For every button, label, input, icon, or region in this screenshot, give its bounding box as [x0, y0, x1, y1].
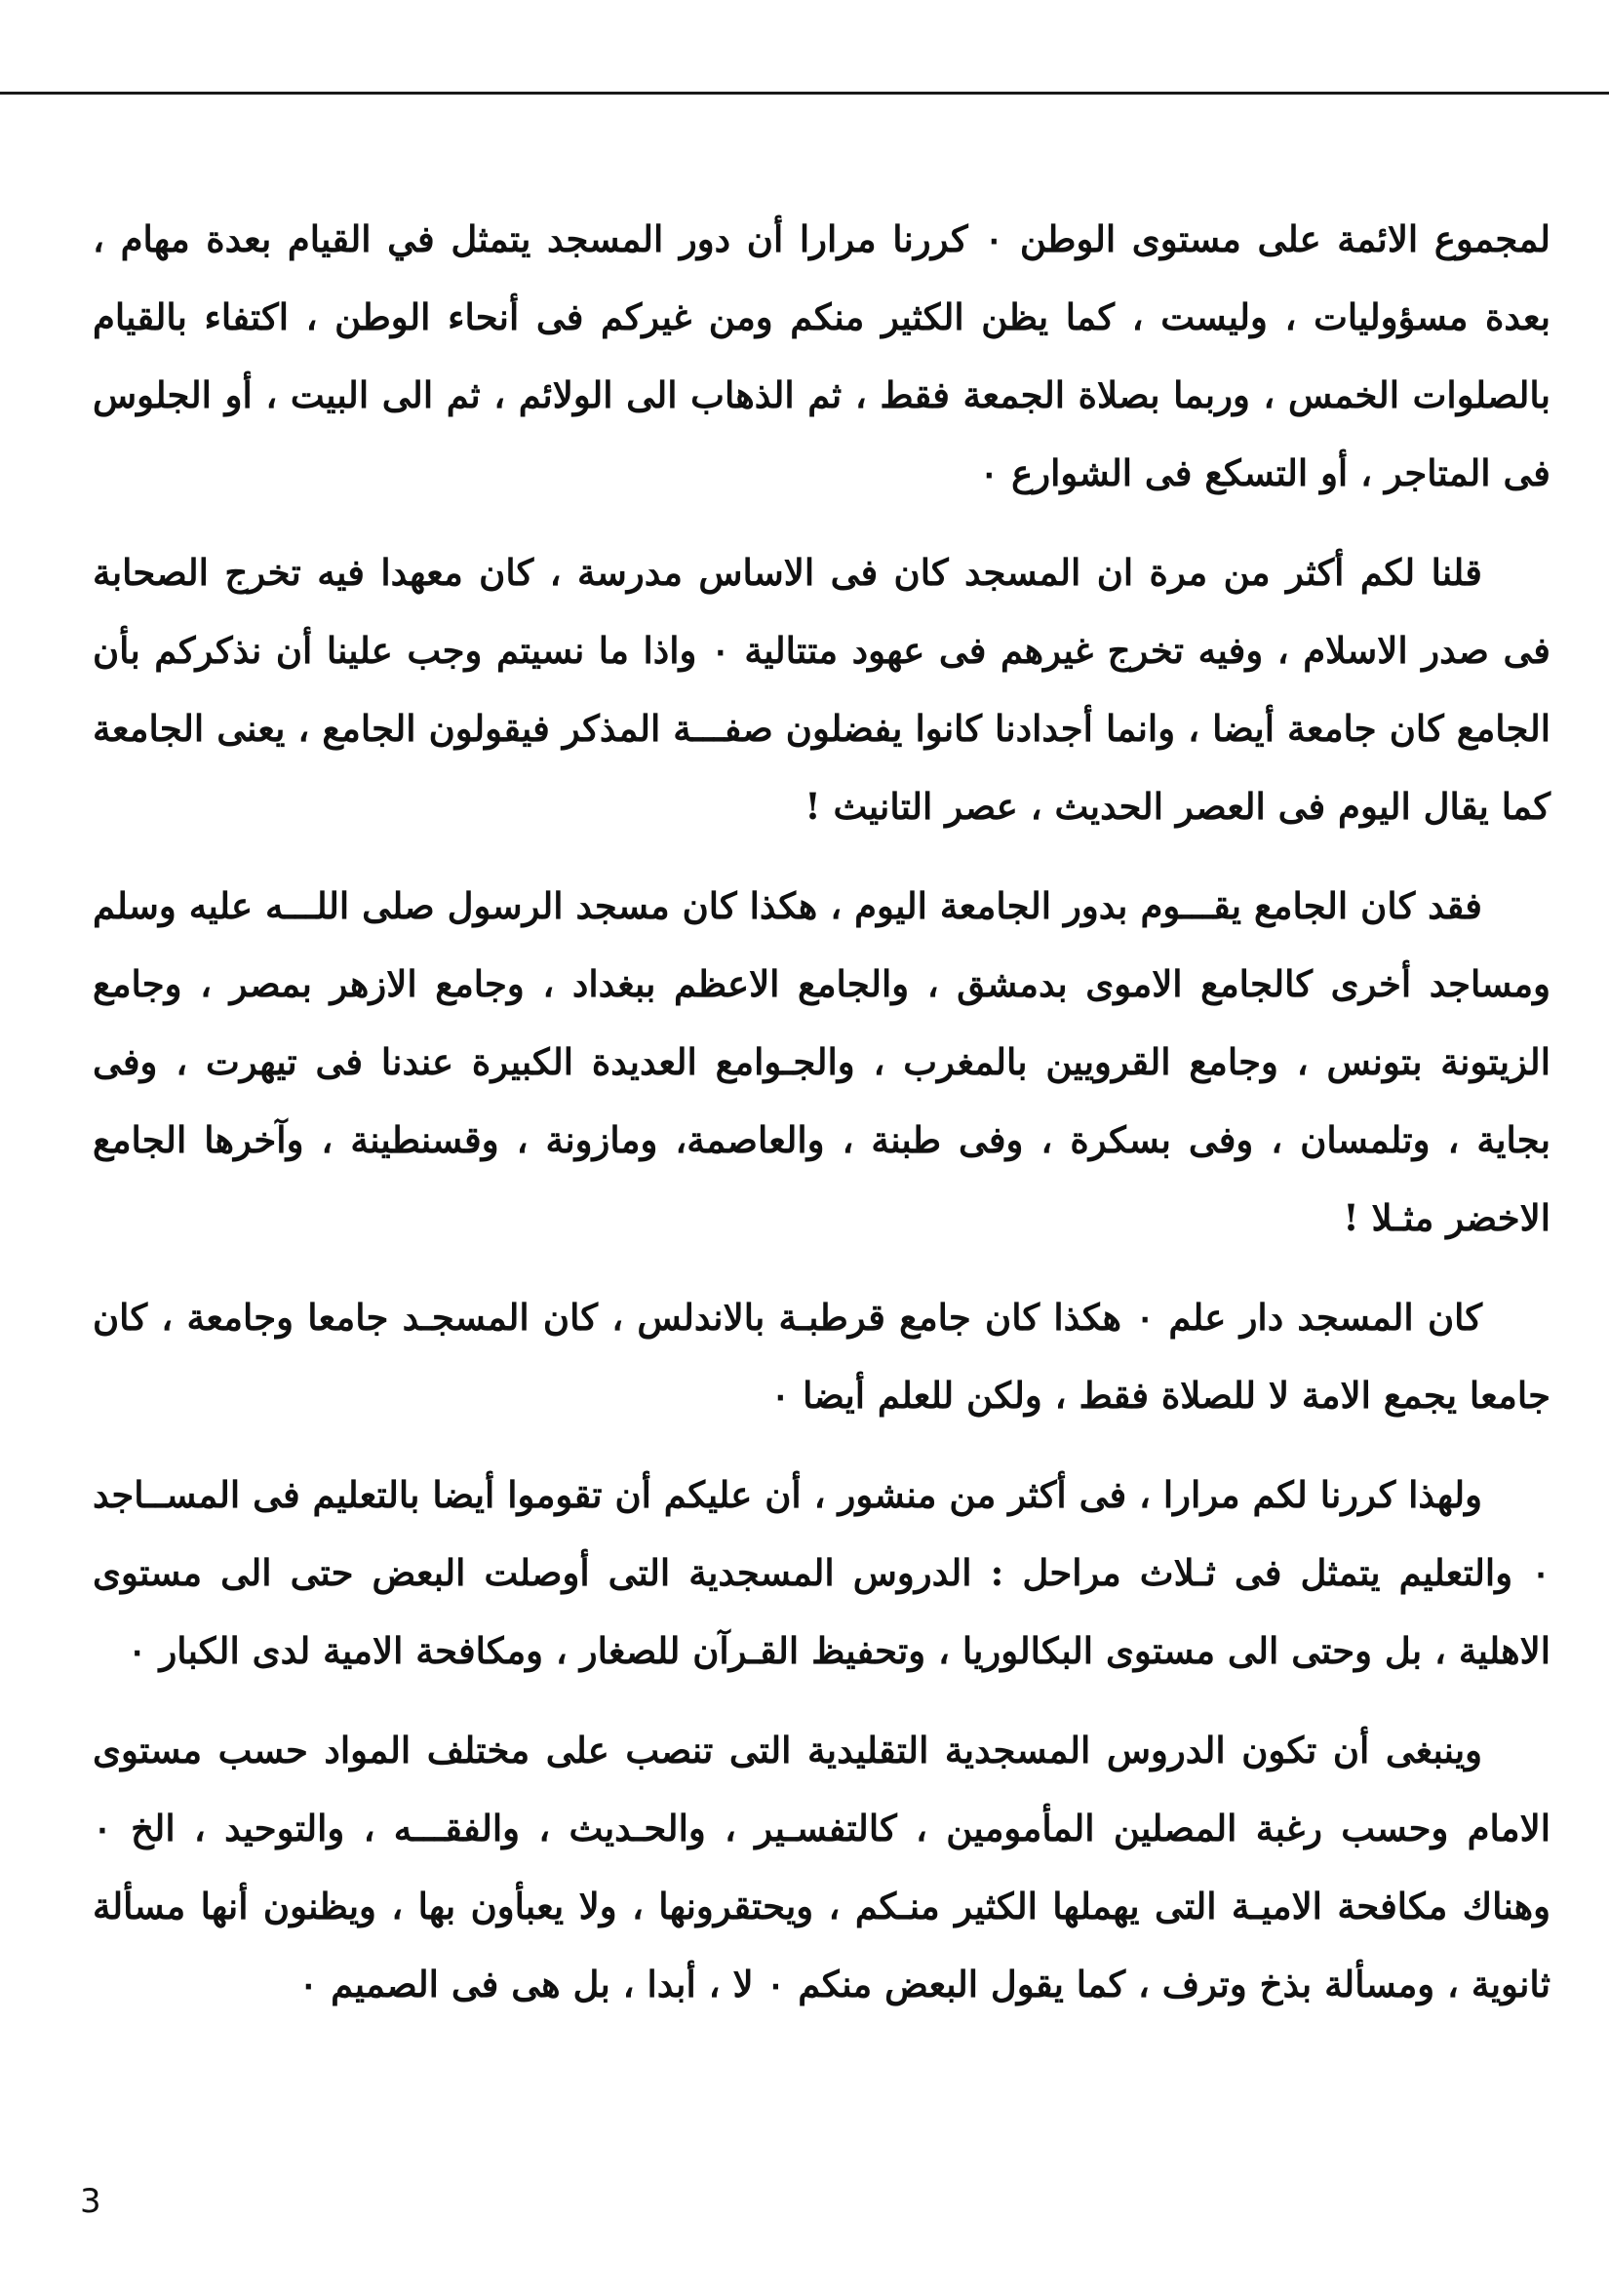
body-text [93, 200, 1550, 2044]
top-rule [0, 92, 1609, 95]
paragraph-5: ولهذا كررنا لكم مرارا ، فى أكثر من منشور ، أن عليكم أن تقوموا أيضا بالتعليم فى المســاجد ٠ والتعليم يتمثل فى ثـلاث مراحل : الدروس المسجدية التى أوصلت البعض حتى الى مستوى الاهلية ، بل وحتى الى مستوى البكالوريا ، وتحفيظ القـرآن للصغار ، ومكافحة الامية لدى الكبار ٠ [93, 1473, 1550, 1672]
paragraph-2: قلنا لكم أكثر من مرة ان المسجد كان فى الاساس مدرسة ، كان معهدا فيه تخرج الصحابة فى صدر الاسلام ، وفيه تخرج غيرهم فى عهود متتالية ٠ واذا ما نسيتم وجب علينا أن نذكركم بأن الجامع كان جامعة أيضا ، وانما أجدادنا كانوا يفضلون صفـــة المذكر فيقولون الجامع ، يعنى الجامعة كما يقال اليوم فى العصر الحديث ، عصر التانيث ! [93, 551, 1550, 828]
paragraph-4: كان المسجد دار علم ٠ هكذا كان جامع قرطبـة بالاندلس ، كان المسجـد جامعا وجامعة ، كان جامعا يجمع الامة لا للصلاة فقط ، ولكن للعلم أيضا ٠ [93, 1296, 1550, 1417]
paragraph-1: لمجموع الائمة على مستوى الوطن ٠ كررنا مرارا أن دور المسجد يتمثل في القيام بعدة مهام ، بعدة مسؤوليات ، وليست ، كما يظن الكثير منكم ومن غيركم فى أنحاء الوطن ، اكتفاء بالقيام بالصلوات الخمس ، وربما بصلاة الجمعة فقط ، ثم الذهاب الى الولائم ، ثم الى البيت ، أو الجلوس فى المتاجر ، أو التسكع فى الشوارع ٠ [93, 217, 1550, 494]
paragraph-6: وينبغى أن تكون الدروس المسجدية التقليدية التى تنصب على مختلف المواد حسب مستوى الامام وحسب رغبة المصلين المأمومين ، كالتفسـير ، والحـديث ، والفقـــه ، والتوحيد ، الخ ٠ وهناك مكافحة الاميـة التى يهملها الكثير منـكم ، ويحتقرونها ، ولا يعبأون بها ، ويظنون أنها مسألة ثانوية ، ومسألة بذخ وترف ، كما يقول البعض منكم ٠ لا ، أبدا ، بل هى فى الصميم ٠ [93, 1729, 1550, 2005]
paragraph-3: فقد كان الجامع يقـــوم بدور الجامعة اليوم ، هكذا كان مسجد الرسول صلى اللـــه عليه وسلم ومساجد أخرى كالجامع الاموى بدمشق ، والجامع الاعظم ببغداد ، وجامع الازهر بمصر ، وجامع الزيتونة بتونس ، وجامع القرويين بالمغرب ، والجـوامع العديدة الكبيرة عندنا فى تيهرت ، وفى بجاية ، وتلمسان ، وفى بسكرة ، وفى طبنة ، والعاصمة، ومازونة ، وقسنطينة ، وآخرها الجامع الاخضر مثـلا ! [93, 884, 1550, 1239]
page-number: 3 [80, 2182, 101, 2221]
